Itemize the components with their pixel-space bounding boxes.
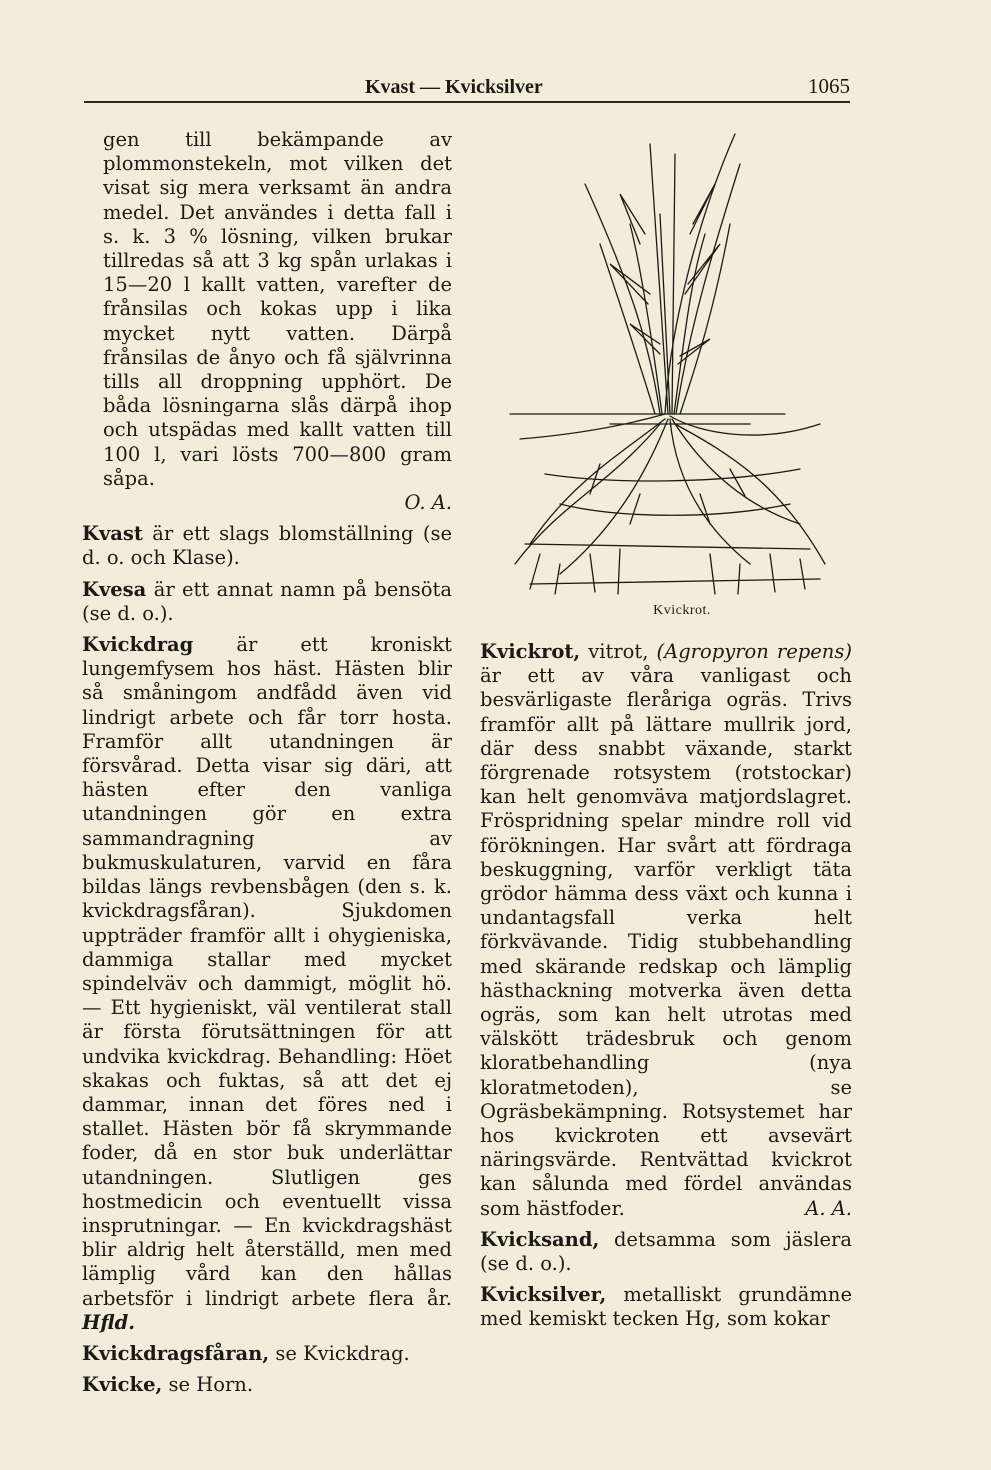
entry-text-kvickdragsfaran: se Kvickdrag. xyxy=(275,1341,410,1365)
entry-head-kvesa: Kvesa xyxy=(82,577,147,601)
entry-head-kvicke: Kvicke, xyxy=(82,1373,163,1397)
continuation-paragraph xyxy=(82,128,452,515)
entry-head-kvast: Kvast xyxy=(82,522,143,546)
signature-hfld: Hfld. xyxy=(82,1310,136,1334)
entry-text-kvast: är ett slags blomställning (se d. o. och Klase). xyxy=(82,522,452,570)
entry-kvickrot xyxy=(480,640,852,1221)
signature-aa: A. A. xyxy=(805,1196,852,1220)
entry-head-kvickdrag: Kvickdrag xyxy=(82,633,194,657)
left-column xyxy=(82,128,452,1397)
entry-kvesa xyxy=(82,578,452,626)
entry-text-kvicke: se Horn. xyxy=(168,1373,254,1397)
header-rule xyxy=(84,101,850,103)
entry-head-kvicksand: Kvicksand, xyxy=(480,1227,600,1251)
entry-kvicksand xyxy=(480,1228,852,1276)
entry-kvast xyxy=(82,522,452,570)
entry-intro-kvickrot: vitrot, xyxy=(588,640,649,663)
entry-kvickdragsfaran xyxy=(82,1342,452,1366)
entry-text-kvicksand: detsamma som jäslera (se d. o.). xyxy=(480,1227,852,1276)
entry-head-kvicksilver: Kvicksilver, xyxy=(480,1283,607,1307)
figure-caption: Kvickrot. xyxy=(653,603,711,618)
entry-text-kvickdrag: är ett kroniskt lungemfysem hos häst. Hästen blir så småningom andfådd även vid lindrigt arbete och får torr hosta. Framför allt utandningen är försvårad. Detta visar sig däri, att hästen efter den vanliga utandningen gör en extra sammandragning av bukmuskulaturen, varvid en fåra bildas längs revbensbågen (den s. k. kvickdragsfåran). Sjukdomen uppträder framför allt i ohygieniska, dammiga stallar med mycket spindelväv och dammigt, möglit hö. — Ett hygieniskt, väl ventilerat stall är första förutsättningen för att undvika kvickdrag. Behandling: Höet skakas och fuktas, så att det ej dammar, innan det föres ned i stallet. Hästen bör få skrymmande foder, då en stor buk underlättar utandningen. Slutligen ges hostmedicin och eventuellt vissa insprutningar. — En kvickdragshäst blir aldrig helt återställd, men med lämplig vård kan den hållas arbetsför i lindrigt arbete flera år. xyxy=(82,633,453,1310)
latin-name: (Agropyron repens) xyxy=(656,640,852,663)
entry-text-kvesa: är ett annat namn på bensöta (se d. o.). xyxy=(82,577,452,625)
running-header xyxy=(80,72,850,102)
entry-text-kvickrot: är ett av våra vanligast och besvärligaste fleråriga ogräs. Trivs framför allt på lättare mullrik jord, där dess snabbt växande, starkt förgrenade rotsystem (rotstockar) kan helt genomväva matjordslagret. Fröspridning spelar mindre roll vid förökningen. Har svårt att fördraga beskuggning, varför verkligt täta grödor hämma dess växt och kunna i undantagsfall verka helt förkvävande. Tidig stubbehandling med skärande redskap och lämplig hästhackning motverka även detta ogräs, som kan helt utrotas med välskött trädesbruk och genom kloratbehandling (nya kloratmetoden), se Ogräsbekämpning. Rotsystemet har hos kvickroten ett avsevärt näringsvärde. Rentvättad kvickrot kan sålunda med fördel användas som hästfoder. xyxy=(480,664,852,1220)
entry-text-kvicksilver: metalliskt grundämne med kemiskt tecken Hg, som kokar xyxy=(480,1283,853,1331)
right-column xyxy=(480,640,852,1332)
continuation-text: gen till bekämpande av plommonstekeln, mot vilken det visat sig mera verksamt än andra medel. Det användes i detta fall i s. k. 3 % lösning, vilken brukar tillredas så att 3 kg spån urlakas i 15—20 l kallt vatten, varefter de frånsilas och kokas upp i lika mycket nytt vatten. Därpå frånsilas de ånyo och få självrinna tills all droppning upphört. De båda lösningarna slås därpå ihop och utspädas med kallt vatten till 100 l, vari lösts 700—800 gram såpa. xyxy=(103,128,452,490)
header-title: Kvast — Kvicksilver xyxy=(365,76,543,98)
couch-grass-illustration xyxy=(500,124,840,604)
signature-oa: O. A. xyxy=(404,491,452,515)
entry-kvickdrag xyxy=(82,633,452,1335)
entry-kvicke xyxy=(82,1373,452,1397)
entry-head-kvickrot: Kvickrot, xyxy=(480,640,581,663)
entry-kvicksilver xyxy=(480,1283,852,1331)
entry-head-kvickdragsfaran: Kvickdragsfåran, xyxy=(82,1341,270,1365)
page-number: 1065 xyxy=(808,74,850,98)
